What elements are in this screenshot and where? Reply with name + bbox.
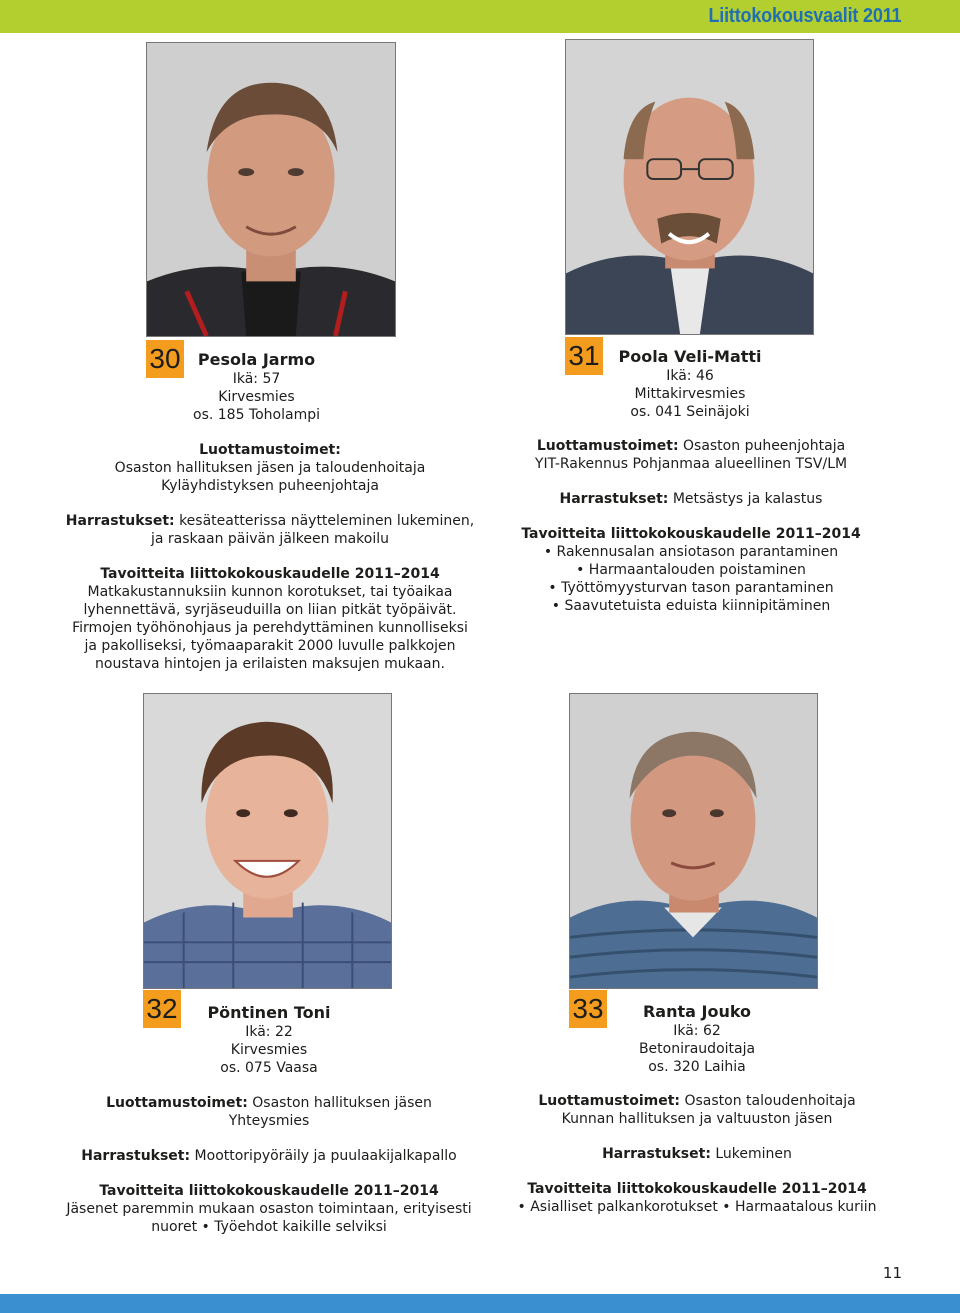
trust-text: Osaston taloudenhoitaja [684,1093,856,1109]
candidate-age: Ikä: 46 [666,368,714,384]
trust-line: YIT-Rakennus Pohjanmaa alueellinen TSV/LM [534,456,848,472]
goals-label: Tavoitteita liittokokouskaudelle 2011–2014 [527,1181,867,1197]
candidate-identity [170,350,343,424]
trust-label: Luottamustoimet: [106,1095,248,1111]
hobbies-label: Harrastukset: [81,1148,191,1164]
trust-label: Luottamustoimet: [536,438,679,454]
trust-line: Kyläyhdistyksen puheenjohtaja [161,478,379,494]
trust-line: Yhteysmies [228,1113,310,1129]
goals-label: Tavoitteita liittokokouskaudelle 2011–2014 [99,1183,439,1199]
candidate-branch: os. 075 Vaasa [220,1060,318,1076]
trust-text: Osaston puheenjohtaja [683,438,846,454]
goals-section [40,1182,498,1236]
candidate-profession: Betoniraudoitaja [638,1041,756,1057]
page-header-title: Liittokokousvaalit 2011 [708,5,901,27]
candidate-name: Pesola Jarmo [197,350,316,369]
candidate-photo [565,39,814,335]
candidate-name: Ranta Jouko [642,1002,752,1021]
goals-line: • Harmaantalouden poistaminen [576,562,806,578]
header-band [0,0,960,33]
footer-band [0,1294,960,1313]
candidate-branch: os. 041 Seinäjoki [630,404,750,420]
goals-section [40,565,500,673]
candidate-identity [610,1002,784,1076]
candidate-photo [569,693,818,989]
goals-line: noustava hintojen ja erilaisten maksujen mukaan. [95,656,445,672]
hobbies-text: Metsästys ja kalastus [672,491,823,507]
hobbies-text: Moottoripyöräily ja puulaakijalkapallo [194,1148,457,1164]
hobbies-line: ja raskaan päivän jälkeen makoilu [151,531,389,547]
goals-line: • Rakennusalan ansiotason parantaminen [543,544,839,560]
goals-label: Tavoitteita liittokokouskaudelle 2011–2014 [100,566,440,582]
candidate-name: Pöntinen Toni [207,1003,331,1022]
hobbies-label: Harrastukset: [602,1146,711,1162]
hobbies-label: Harrastukset: [559,491,669,507]
goals-line: • Asialliset palkankorotukset • Harmaatalous kuriin [517,1199,877,1215]
goals-section [500,1180,894,1216]
trust-section [40,1094,498,1130]
hobbies-section [40,512,500,548]
goals-label: Tavoitteita liittokokouskaudelle 2011–2014 [521,526,861,542]
candidate-branch: os. 320 Laihia [648,1059,746,1075]
goals-line: lyhennettävä, syrjäseuduilla on liian pitkät työpäivät. [83,602,457,618]
candidate-photo [146,42,396,337]
candidate-number-badge: 33 [569,990,607,1028]
goals-line: Matkakustannuksiin kunnon korotukset, tai työaikaa [87,584,453,600]
candidate-details [500,1092,894,1216]
candidate-number-badge: 30 [146,340,184,378]
candidate-age: Ikä: 22 [245,1024,293,1040]
goals-line: Jäsenet paremmin mukaan osaston toimintaan, erityisesti [66,1201,472,1217]
candidate-age: Ikä: 62 [673,1023,721,1039]
page-number: 11 [882,1264,902,1282]
trust-line: Osaston hallituksen jäsen ja taloudenhoitaja [114,460,426,476]
goals-line: • Saavutetuista eduista kiinnipitäminen [551,598,831,614]
goals-line: ja pakolliseksi, työmaaparakit 2000 luvulle palkkojen [84,638,456,654]
goals-section [500,525,882,615]
candidate-name: Poola Veli-Matti [618,347,762,366]
candidate-profession: Kirvesmies [230,1042,308,1058]
candidate-profession: Kirvesmies [218,389,295,405]
candidate-age: Ikä: 57 [232,371,281,387]
candidate-number-badge: 32 [143,990,181,1028]
hobbies-section [500,1145,894,1163]
candidate-branch: os. 185 Toholampi [193,407,320,423]
candidate-number-badge: 31 [565,337,603,375]
hobbies-section [500,490,882,508]
candidate-identity [605,347,775,421]
candidate-details [500,437,882,615]
trust-section [500,437,882,473]
goals-line: Firmojen työhönohjaus ja perehdyttäminen kunnolliseksi [72,620,468,636]
trust-label: Luottamustoimet: [538,1093,681,1109]
candidate-identity [183,1003,355,1077]
trust-section [40,441,500,495]
goals-line: • Työttömyysturvan tason parantaminen [548,580,834,596]
trust-label: Luottamustoimet: [199,442,341,458]
hobbies-text: kesäteatterissa näytteleminen lukeminen, [179,513,475,529]
trust-section [500,1092,894,1128]
hobbies-text: Lukeminen [715,1146,792,1162]
hobbies-section [40,1147,498,1165]
candidate-photo [143,693,392,989]
candidate-profession: Mittakirvesmies [634,386,746,402]
trust-text: Osaston hallituksen jäsen [252,1095,432,1111]
hobbies-label: Harrastukset: [65,513,175,529]
candidate-details [40,441,500,673]
trust-line: Kunnan hallituksen ja valtuuston jäsen [561,1111,833,1127]
candidate-details [40,1094,498,1236]
goals-line: nuoret • Työehdot kaikille selviksi [151,1219,387,1235]
